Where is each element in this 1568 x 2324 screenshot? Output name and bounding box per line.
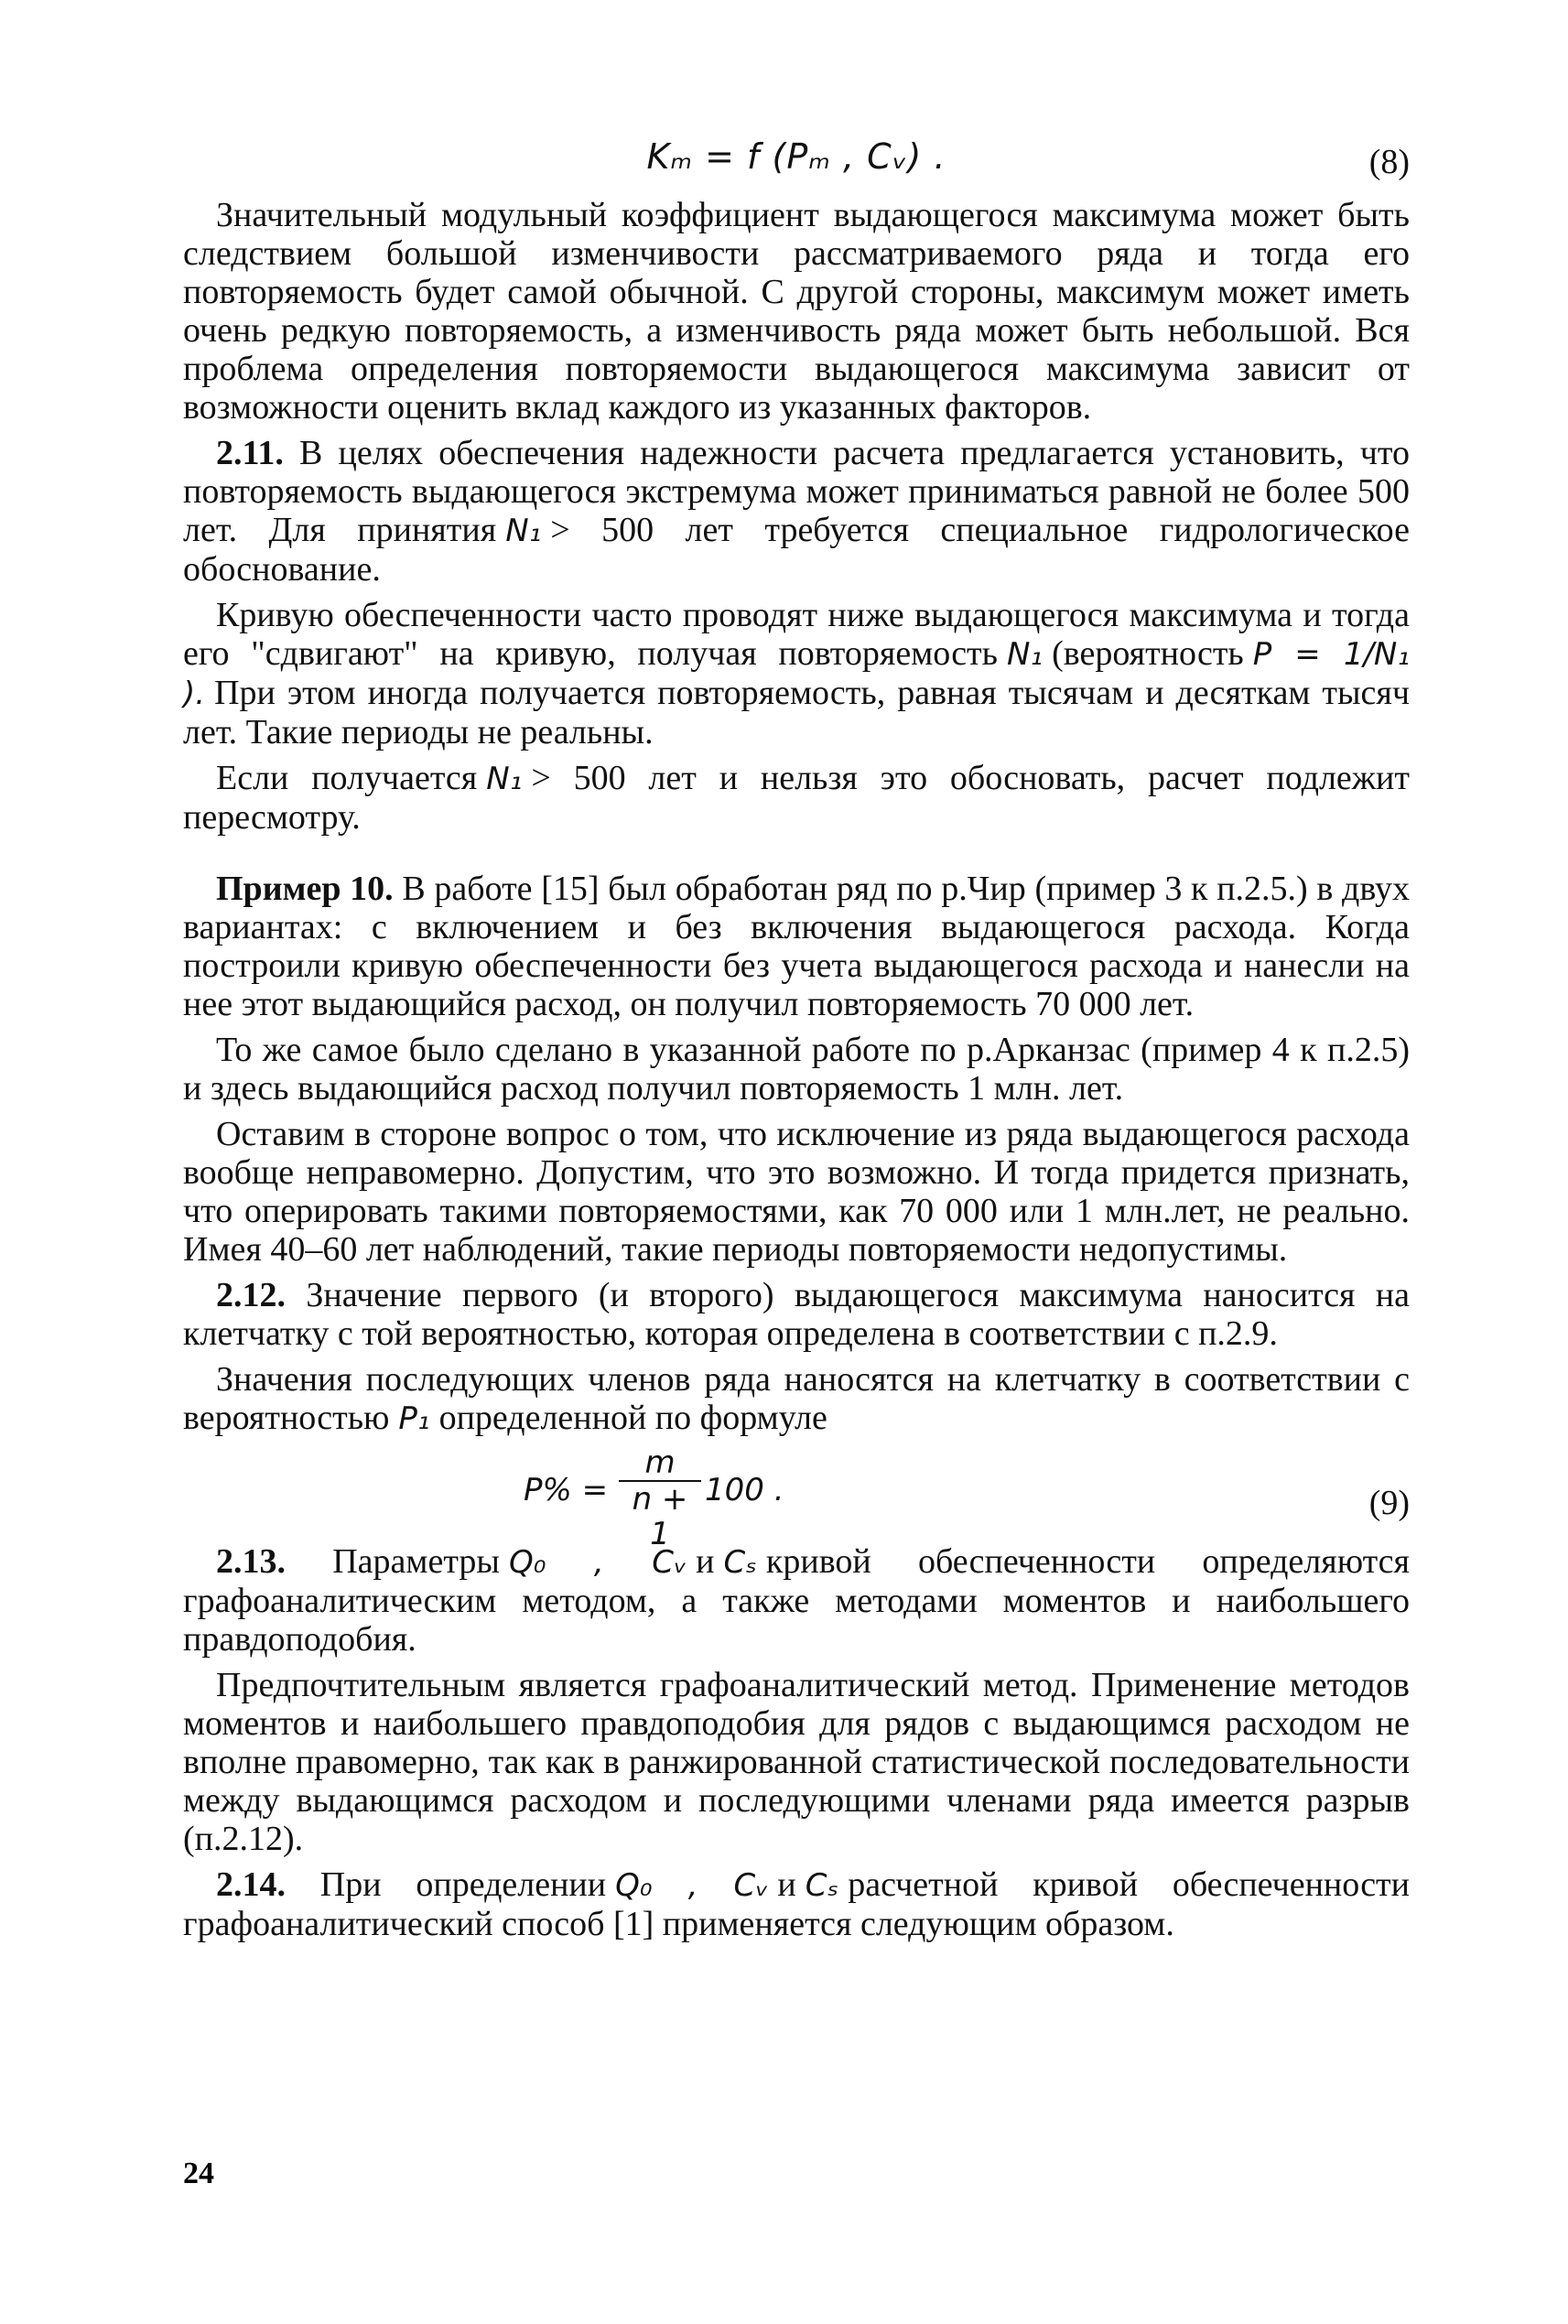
variable-p1: P₁ (398, 1400, 430, 1437)
paragraph-text-a: Значения последующих членов ряда наносятся на клетчатку в соответствии с вероятностью (183, 1360, 1410, 1437)
variable-q0-cv: Q₀ , Cᵥ (508, 1544, 687, 1581)
section-2-12 (183, 1276, 1410, 1353)
example-10-text: В работе [15] был обработан ряд по р.Чир (пример 3 к п.2.5.) в двух вариантах: с включением и без включения выдающегося расхода. Когда построили кривую обеспеченности без учета выдающегося расхода и нанесли на нее этот выдающийся расход, он получил повторяемость 70 000 лет. (183, 870, 1410, 1023)
paragraph-text-a: Если получается (216, 759, 478, 797)
formula-9-right: 100 . (705, 1472, 784, 1508)
paragraph-arkansas: То же самое было сделано в указанной работе по р.Арканзас (пример 4 к п.2.5) и здесь выдающийся расход получил повторяемость 1 млн. лет. (183, 1031, 1410, 1108)
section-2-14-text-a: При определении (319, 1865, 607, 1904)
example-label: Пример 10. (216, 870, 394, 908)
section-2-12-text: Значение первого (и второго) выдающегося максимума наносится на клетчатку с той вероятностью, которая определена в соответствии с п.2.9. (183, 1276, 1410, 1353)
paragraph-exclusion: Оставим в стороне вопрос о том, что исключение из ряда выдающегося расхода вообще неправомерно. Допустим, что это возможно. И тогда придется признать, что оперировать такими повторяемостями, как 70 000 или 1 млн.лет, не реально. Имея 40–60 лет наблюдений, такие периоды повторяемости недопустимы. (183, 1115, 1410, 1269)
section-2-13-text-b: и (696, 1542, 715, 1581)
section-2-14-text-c: расчетной кривой обеспеченности графоаналитический способ [1] применяется следующим образом. (183, 1865, 1410, 1943)
paragraph-modular-coefficient: Значительный модульный коэффициент выдающегося максимума может быть следствием большой изменчивости рассматриваемого ряда и тогда его повторяемость будет самой обычной. С другой стороны, максимум может иметь очень редкую повторяемость, а изменчивость ряда может быть небольшой. Вся проблема определения повторяемости выдающегося максимума зависит от возможности оценить вклад каждого из указанных факторов. (183, 196, 1410, 427)
section-2-13-text-a: Параметры (332, 1542, 500, 1581)
formula-8 (183, 137, 1410, 190)
variable-cs: Cₛ (805, 1867, 839, 1904)
section-number: 2.12. (216, 1276, 286, 1314)
formula-9-left: P% = (524, 1472, 609, 1508)
paragraph-text-c: При этом иногда получается повторяемость, равная тысячам и десяткам тысяч лет. Такие периоды не реальны. (183, 674, 1410, 751)
variable-q0-cv: Q₀ , Cᵥ (615, 1867, 769, 1904)
formula-9 (183, 1442, 1410, 1552)
paragraph-text-a: Кривую обеспеченности часто проводят ниже выдающегося максимума и тогда его "сдвигают" на кривую, получая повторяемость (183, 596, 1410, 673)
section-number: 2.14. (216, 1865, 286, 1904)
formula-9-number: (9) (1368, 1484, 1410, 1522)
paragraph-text-b: (вероятность (1052, 634, 1244, 673)
variable-cs: Cₛ (723, 1544, 757, 1581)
paragraph-text-b: > 500 лет и нельзя это обосновать, расчет подлежит пересмотру. (183, 759, 1410, 837)
example-10 (183, 870, 1410, 1023)
paragraph-text-b: определенной по формуле (438, 1399, 827, 1437)
formula-8-number: (8) (1368, 143, 1410, 181)
variable-n1: N₁ (486, 761, 523, 797)
paragraph-probability-curve (183, 596, 1410, 751)
section-number: 2.13. (216, 1542, 286, 1581)
section-2-11 (183, 434, 1410, 589)
formula-9-numerator: m (644, 1444, 676, 1481)
section-2-13-text-c: кривой обеспеченности определяются графоаналитическим методом, а также методами моментов и наибольшего правдоподобия. (183, 1542, 1411, 1659)
formula-8-expression: Kₘ = f (Pₘ , Cᵥ) . (646, 136, 946, 177)
variable-n1: N₁ (505, 513, 542, 549)
formula-9-denominator: n + 1 (632, 1481, 688, 1552)
variable-probability: P = 1/N₁ ). (183, 636, 1410, 712)
formula-9-fraction (619, 1445, 701, 1551)
document-page (183, 137, 1410, 1943)
paragraph-subsequent-members (183, 1360, 1410, 1438)
section-2-11-text-b: > 500 лет требуется специальное гидрологическое обоснование. (183, 511, 1410, 589)
paragraph-recalculation (183, 759, 1410, 837)
paragraph-graphoanalytic: Предпочтительным является графоаналитический метод. Применение методов моментов и наибольшего правдоподобия для рядов с выдающимся расходом не вполне правомерно, так как в ранжированной статистической последовательности между выдающимся расходом и последующими членами ряда имеется разрыв (п.2.12). (183, 1666, 1410, 1858)
section-2-14 (183, 1865, 1410, 1943)
section-2-11-text-a: В целях обеспечения надежности расчета предлагается установить, что повторяемость выдающегося экстремума может приниматься равной не более 500 лет. Для принятия (183, 434, 1411, 549)
section-number: 2.11. (216, 434, 284, 472)
page-number: 24 (183, 2156, 214, 2190)
variable-n1: N₁ (1007, 636, 1044, 673)
section-2-14-text-b: и (777, 1865, 796, 1904)
section-2-13 (183, 1542, 1410, 1659)
